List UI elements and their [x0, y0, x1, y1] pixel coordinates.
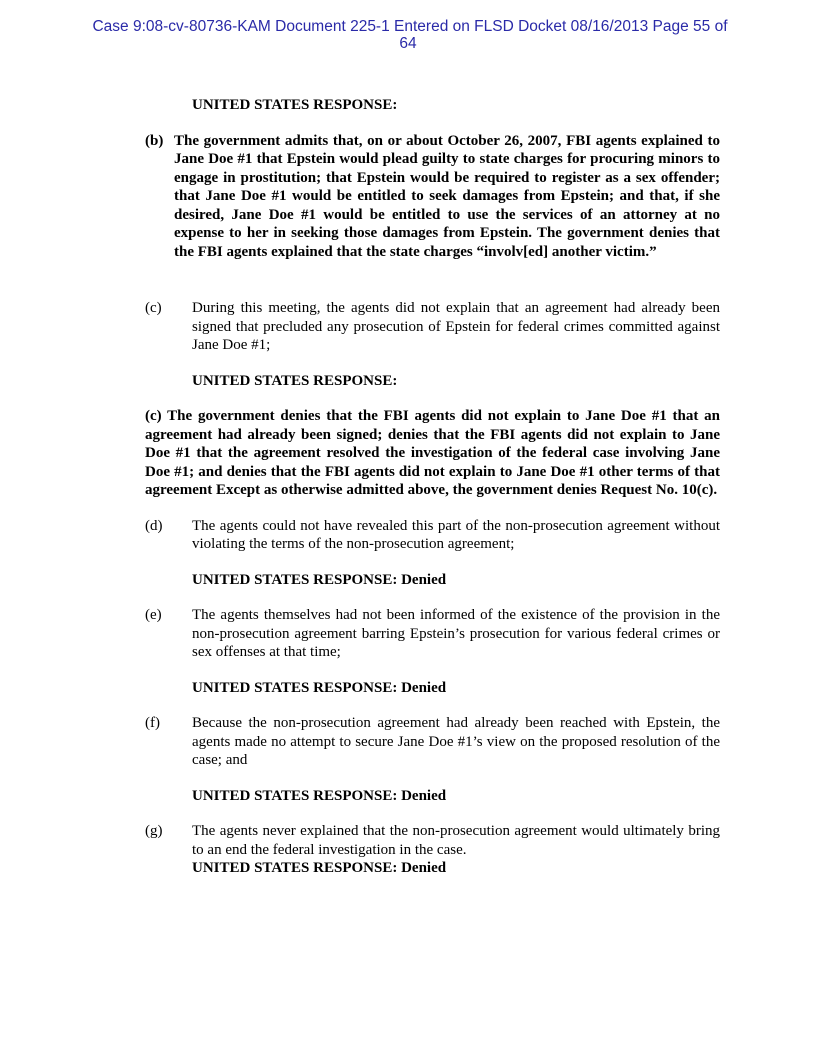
request-c-label: (c) — [145, 300, 162, 316]
response-b-label: (b) — [145, 132, 164, 149]
docket-stamp — [0, 18, 816, 52]
request-e-text: The agents themselves had not been informed of the existence of the provision in the non-prosecution agreement barring Epstein’s prosecution for various federal crimes or sex offenses at that time; — [192, 607, 720, 660]
request-d-text: The agents could not have revealed this part of the non-prosecution agreement without violating the terms of the non-prosecution agreement; — [192, 517, 720, 552]
response-c: (c) The government denies that the FBI agents did not explain to Jane Doe #1 that an agreement had already been signed; denies that the FBI agents did not explain to Jane Doe #1 that the agreement resolved the investigation of the federal case involving Jane Doe #1; and denies that the FBI agents did not explain to Jane Doe #1 other terms of that agreement Except as otherwise admitted above, the government denies Request No. 10(c). — [145, 408, 720, 498]
request-f-label: (f) — [145, 715, 160, 731]
request-g-text: The agents never explained that the non-prosecution agreement would ultimately bring to an end the federal investigation in the case. — [192, 823, 720, 858]
request-f-text: Because the non-prosecution agreement had already been reached with Epstein, the agents made no attempt to secure Jane Doe #1’s view on the proposed resolution of the case; and — [192, 715, 720, 768]
response-e: UNITED STATES RESPONSE: Denied — [192, 679, 447, 696]
response-heading-b: UNITED STATES RESPONSE: — [192, 97, 398, 113]
request-item-d — [145, 517, 720, 554]
response-d: UNITED STATES RESPONSE: Denied — [192, 571, 447, 588]
request-e-label: (e) — [145, 607, 162, 623]
request-c-text: During this meeting, the agents did not explain that an agreement had already been signed that precluded any prosecution of Epstein for federal crimes committed against Jane Doe #1; — [192, 300, 720, 353]
response-b — [145, 132, 720, 262]
docket-stamp-line-2: 64 — [399, 35, 417, 52]
request-g-label: (g) — [145, 823, 163, 839]
response-b-text: The government admits that, on or about October 26, 2007, FBI agents explained to Jane Doe #1 that Epstein would plead guilty to state charges for procuring minors to engage in prostitution; that Epstein would be required to register as a sex offender; that Jane Doe #1 would be entitled to seek damages from Epstein; and that, if she desired, Jane Doe #1 would be entitled to use the services of an attorney at no expense to her in seeking those damages from Epstein. The government denies that the FBI agents explained that the state charges “involv[ed] another victim.” — [174, 132, 720, 260]
request-item-g — [145, 822, 720, 859]
request-item-f — [145, 714, 720, 770]
docket-stamp-line-1: Case 9:08-cv-80736-KAM Document 225-1 Entered on FLSD Docket 08/16/2013 Page 55 of — [92, 18, 728, 35]
response-g: UNITED STATES RESPONSE: Denied — [192, 860, 447, 876]
response-f: UNITED STATES RESPONSE: Denied — [192, 787, 447, 804]
document-body — [145, 92, 720, 878]
request-d-label: (d) — [145, 517, 163, 534]
request-item-c — [145, 299, 720, 355]
response-heading-c: UNITED STATES RESPONSE: — [192, 372, 398, 389]
request-item-e — [145, 606, 720, 662]
